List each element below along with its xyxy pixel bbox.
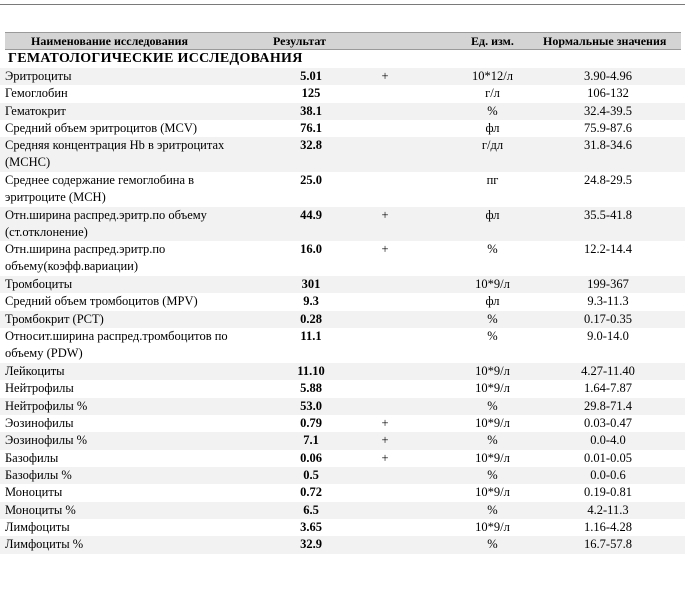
cell-unit: фл — [485, 207, 500, 222]
cell-result: 0.28 — [300, 311, 322, 326]
table-row — [0, 363, 685, 380]
cell-norm: 3.90-4.96 — [584, 69, 632, 83]
cell-norm: 75.9-87.6 — [584, 121, 632, 136]
cell-result: 76.1 — [300, 121, 322, 136]
cell-norm: 9.3-11.3 — [587, 294, 629, 309]
cell-result: 3.65 — [300, 519, 322, 534]
cell-unit: % — [487, 311, 498, 326]
table-row — [0, 536, 685, 553]
cell-unit: % — [487, 433, 498, 448]
cell-name: Относит.ширина распред.тромбоцитов по объему (PDW) — [5, 329, 228, 361]
table-row — [0, 398, 685, 415]
cell-result: 32.9 — [300, 537, 322, 552]
cell-unit: % — [487, 537, 498, 552]
cell-flag: + — [381, 69, 389, 83]
cell-name: Средний объем эритроцитов (MCV) — [5, 121, 198, 136]
cell-result: 5.01 — [300, 69, 322, 83]
cell-name: Моноциты — [5, 485, 63, 500]
cell-norm: 31.8-34.6 — [584, 138, 632, 153]
header-norm: Нормальные значения — [543, 34, 667, 48]
cell-result: 0.06 — [300, 450, 322, 465]
table-row — [0, 137, 685, 172]
cell-norm: 32.4-39.5 — [584, 103, 632, 118]
cell-name: Средний объем тромбоцитов (MPV) — [5, 294, 198, 309]
cell-result: 32.8 — [300, 138, 322, 153]
cell-norm: 24.8-29.5 — [584, 173, 632, 188]
cell-unit: 10*9/л — [475, 519, 510, 534]
cell-unit: 10*12/л — [472, 69, 513, 83]
cell-unit: 10*9/л — [475, 485, 510, 500]
cell-name: Моноциты % — [5, 502, 76, 517]
cell-norm: 29.8-71.4 — [584, 398, 632, 413]
cell-norm: 1.16-4.28 — [584, 519, 632, 534]
cell-norm: 0.17-0.35 — [584, 311, 632, 326]
cell-name: Базофилы — [5, 450, 59, 465]
cell-result: 44.9 — [300, 207, 322, 222]
top-border — [0, 0, 685, 5]
table-row — [0, 276, 685, 293]
header-result: Результат — [273, 34, 327, 48]
header-unit: Ед. изм. — [471, 34, 514, 48]
cell-flag: + — [381, 450, 389, 465]
cell-name: Отн.ширина распред.эритр.по объему(коэфф.вариации) — [5, 242, 166, 274]
table-row — [0, 415, 685, 432]
cell-unit: % — [487, 398, 498, 413]
cell-unit: % — [487, 103, 498, 118]
cell-result: 0.72 — [300, 485, 322, 500]
cell-name: Тромбоциты — [5, 277, 73, 292]
cell-unit: 10*9/л — [475, 415, 510, 430]
cell-flag: + — [381, 207, 389, 222]
table-row — [0, 293, 685, 310]
table-header — [5, 32, 681, 50]
cell-name: Лимфоциты % — [5, 537, 84, 552]
cell-name: Отн.ширина распред.эритр.по объему (ст.отклонение) — [5, 207, 207, 239]
cell-result: 6.5 — [303, 502, 319, 517]
cell-norm: 199-367 — [587, 277, 629, 292]
cell-name: Эозинофилы — [5, 415, 74, 430]
cell-unit: % — [487, 502, 498, 517]
cell-norm: 12.2-14.4 — [584, 242, 632, 257]
cell-norm: 106-132 — [587, 86, 629, 101]
cell-unit: % — [487, 242, 498, 257]
cell-unit: 10*9/л — [475, 450, 510, 465]
table-row — [0, 450, 685, 467]
cell-unit: 10*9/л — [475, 381, 510, 396]
table-row — [0, 311, 685, 328]
cell-unit: % — [487, 329, 498, 344]
cell-norm: 0.03-0.47 — [584, 415, 632, 430]
header-name: Наименование исследования — [31, 34, 189, 48]
cell-name: Гемоглобин — [5, 86, 68, 101]
cell-unit: фл — [485, 121, 500, 136]
cell-name: Эозинофилы % — [5, 433, 88, 448]
table-row — [0, 172, 685, 207]
cell-norm: 9.0-14.0 — [587, 329, 629, 344]
cell-norm: 35.5-41.8 — [584, 207, 632, 222]
table-row — [0, 241, 685, 276]
cell-norm: 0.19-0.81 — [584, 485, 632, 500]
cell-name: Лейкоциты — [5, 363, 65, 378]
table-row — [0, 328, 685, 363]
cell-result: 0.5 — [303, 467, 319, 482]
cell-result: 5.88 — [300, 381, 322, 396]
section-title: ГЕМАТОЛОГИЧЕСКИЕ ИССЛЕДОВАНИЯ — [8, 51, 303, 66]
cell-result: 11.1 — [300, 329, 322, 344]
results-table — [0, 68, 685, 554]
cell-result: 11.10 — [297, 363, 325, 378]
cell-name: Лимфоциты — [5, 519, 70, 534]
cell-unit: фл — [485, 294, 500, 309]
cell-norm: 4.2-11.3 — [587, 502, 629, 517]
table-row — [0, 502, 685, 519]
cell-name: Гематокрит — [5, 103, 66, 118]
cell-result: 25.0 — [300, 173, 322, 188]
table-row — [0, 432, 685, 449]
cell-name: Тромбокрит (PCT) — [5, 311, 104, 326]
cell-unit: г/дл — [481, 138, 504, 153]
cell-unit: пг — [486, 173, 499, 188]
cell-norm: 0.0-0.6 — [590, 467, 626, 482]
table-row — [0, 484, 685, 501]
cell-unit: % — [487, 467, 498, 482]
table-row — [0, 380, 685, 397]
cell-name: Нейтрофилы — [5, 381, 74, 396]
cell-result: 301 — [301, 277, 321, 292]
table-row — [0, 85, 685, 102]
cell-name: Базофилы % — [5, 467, 72, 482]
cell-norm: 16.7-57.8 — [584, 537, 632, 552]
cell-unit: 10*9/л — [475, 363, 510, 378]
cell-result: 125 — [301, 86, 321, 101]
cell-norm: 4.27-11.40 — [581, 363, 635, 378]
cell-result: 9.3 — [303, 294, 319, 309]
table-row — [0, 68, 685, 85]
cell-result: 0.79 — [300, 415, 322, 430]
table-row — [0, 467, 685, 484]
table-row — [0, 207, 685, 242]
cell-result: 7.1 — [303, 433, 319, 448]
cell-flag: + — [381, 415, 389, 430]
cell-unit: г/л — [485, 86, 500, 101]
cell-norm: 1.64-7.87 — [584, 381, 632, 396]
cell-name: Среднее содержание гемоглобина в эритроците (MCH) — [5, 173, 195, 205]
cell-flag: + — [381, 433, 389, 448]
cell-unit: 10*9/л — [475, 277, 510, 292]
table-row — [0, 519, 685, 536]
cell-result: 16.0 — [300, 242, 322, 257]
cell-name: Средняя концентрация Hb в эритроцитах (MCHC) — [5, 138, 225, 170]
cell-name: Эритроциты — [5, 69, 72, 83]
table-row — [0, 120, 685, 137]
cell-name: Нейтрофилы % — [5, 398, 88, 413]
cell-result: 38.1 — [300, 103, 322, 118]
table-row — [0, 103, 685, 120]
cell-result: 53.0 — [300, 398, 322, 413]
cell-norm: 0.01-0.05 — [584, 450, 632, 465]
cell-norm: 0.0-4.0 — [590, 433, 626, 448]
cell-flag: + — [381, 242, 389, 257]
